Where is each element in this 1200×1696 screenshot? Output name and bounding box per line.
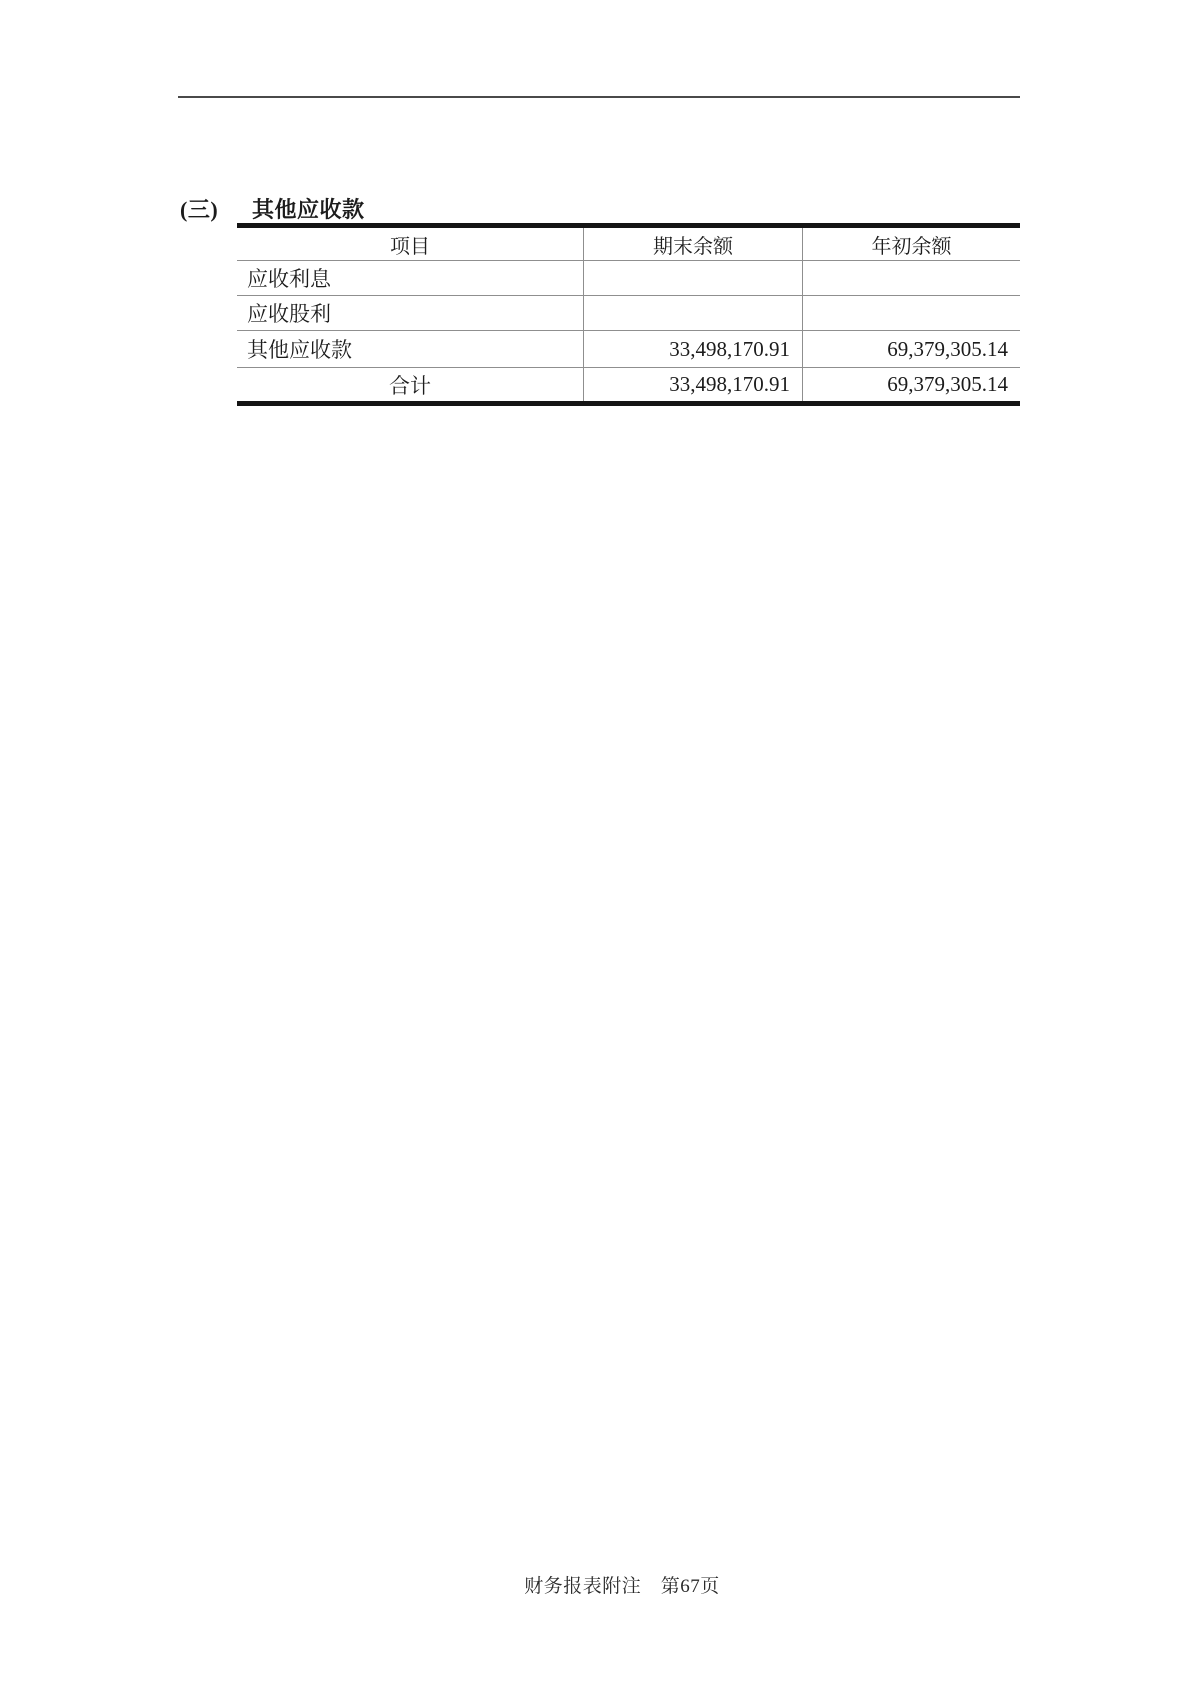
other-receivables-table	[237, 223, 1020, 406]
col-header-item: 项目	[237, 228, 583, 261]
cell-beginning-balance	[803, 296, 1020, 331]
cell-total-beginning-balance: 69,379,305.14	[887, 372, 1008, 396]
cell-item: 应收股利	[237, 296, 583, 331]
col-header-ending-balance: 期末余额	[583, 228, 803, 261]
cell-item: 应收利息	[237, 261, 583, 296]
cell-ending-balance	[583, 296, 803, 331]
section-marker: (三)	[180, 197, 219, 222]
cell-total-ending-balance: 33,498,170.91	[583, 368, 803, 401]
cell-total-label: 合计	[389, 373, 431, 398]
page-footer: 财务报表附注 第67页	[524, 1576, 720, 1597]
section-title: 其他应收款	[252, 197, 365, 222]
header-rule	[178, 96, 1020, 98]
section-heading	[180, 197, 365, 222]
cell-ending-balance: 33,498,170.91	[583, 331, 803, 368]
cell-beginning-balance	[803, 261, 1020, 296]
cell-beginning-balance: 69,379,305.14	[803, 331, 1020, 368]
col-header-beginning-balance: 年初余额	[803, 228, 1020, 261]
cell-ending-balance	[583, 261, 803, 296]
cell-item: 其他应收款	[237, 331, 583, 368]
